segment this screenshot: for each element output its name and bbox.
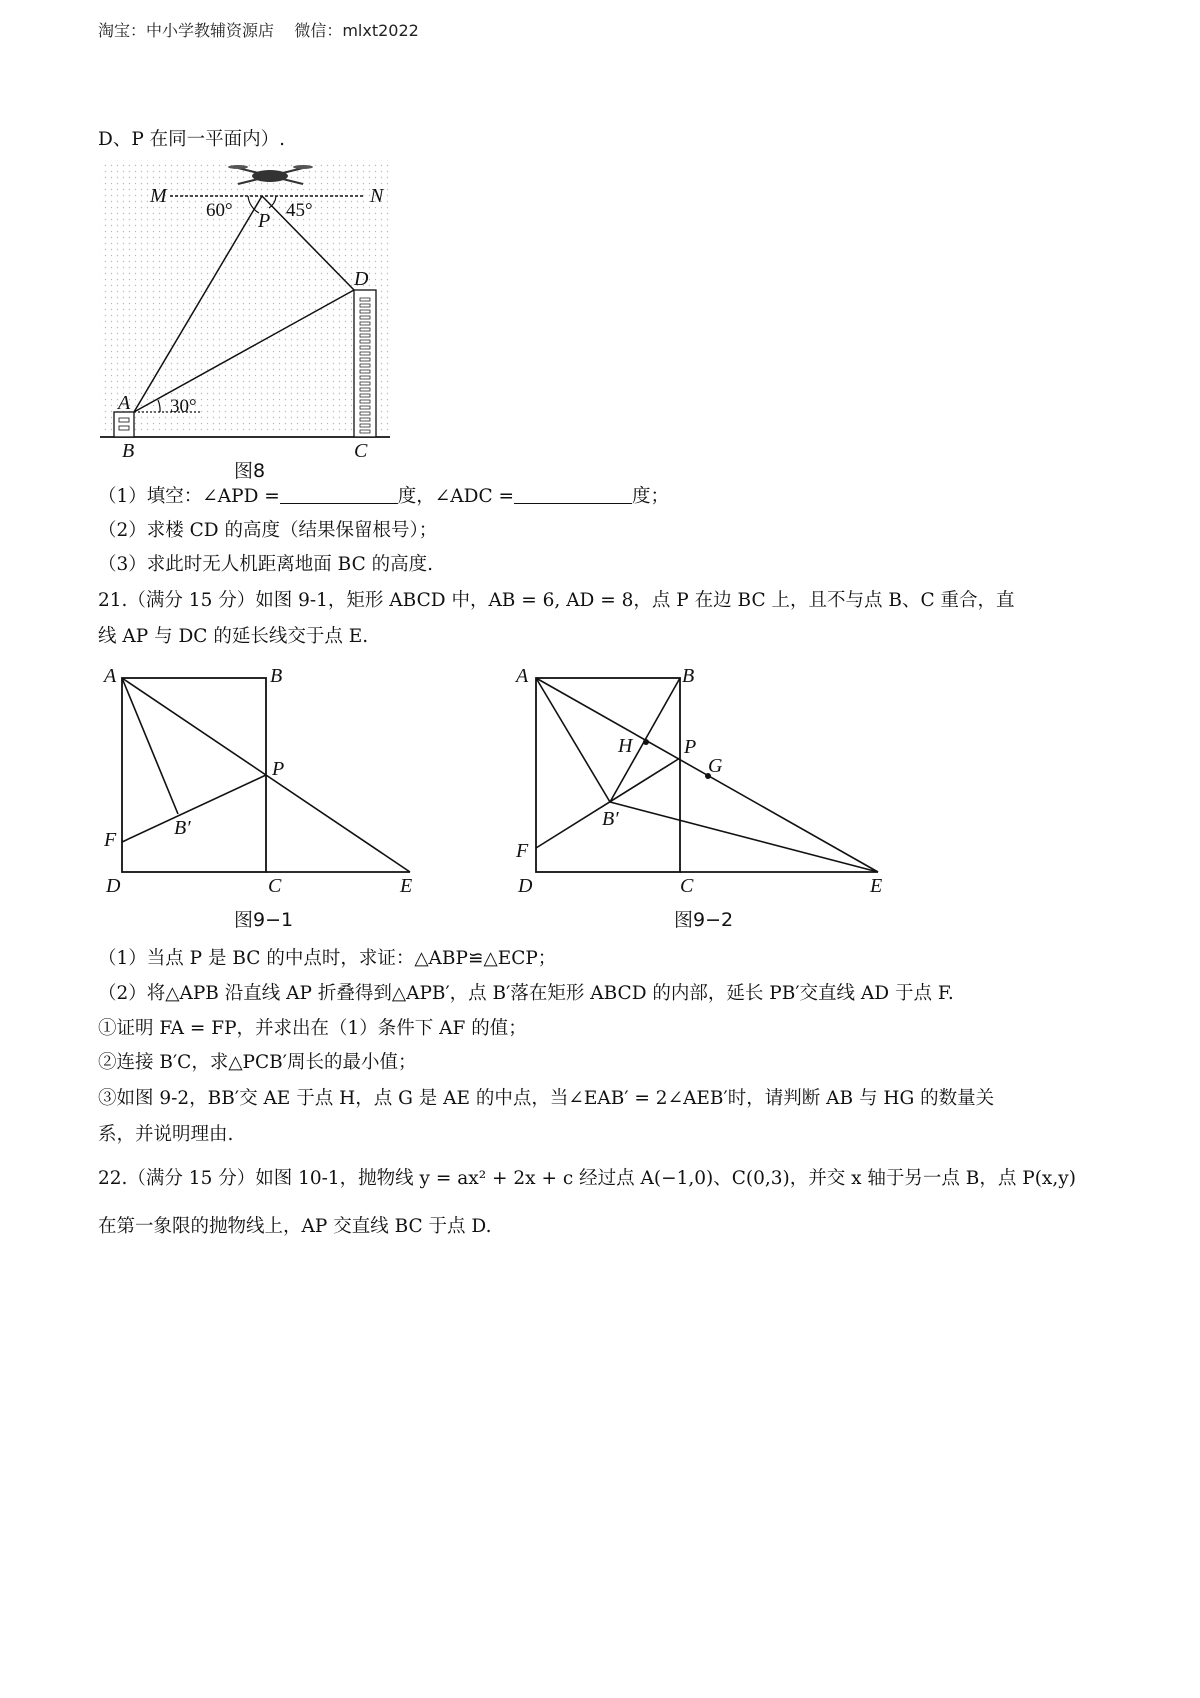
figure-9-1 — [98, 660, 428, 900]
label-b: B — [270, 665, 283, 687]
label-a: A — [104, 665, 117, 687]
label-g: G — [708, 755, 723, 777]
q21-part-2-1: ①证明 FA = FP，并求出在（1）条件下 AF 的值； — [98, 1018, 527, 1039]
q21-part-1: （1）当点 P 是 BC 的中点时，求证：△ABP≌△ECP； — [98, 948, 557, 969]
q21-stem-line-1: 21.（满分 15 分）如图 9-1，矩形 ABCD 中，AB = 6, AD = 8，点 P 在边 BC 上，且不与点 B、C 重合，直 — [98, 590, 1015, 611]
figure-9-2 — [508, 660, 908, 900]
label-d: D — [354, 268, 369, 290]
angle-60: 60° — [206, 200, 233, 221]
label-c: C — [680, 875, 694, 897]
label-h: H — [618, 735, 633, 757]
label-p: P — [684, 736, 697, 758]
figure-9-2-caption: 图9−2 — [674, 909, 734, 931]
label-d: D — [518, 875, 533, 897]
q22-line-1: 22.（满分 15 分）如图 10-1，抛物线 y = ax² + 2x + c 经过点 A(−1,0)、C(0,3)，并交 x 轴于另一点 B，点 P(x,y) — [98, 1168, 1076, 1189]
label-d: D — [106, 875, 121, 897]
label-p: P — [258, 210, 271, 232]
angle-45: 45° — [286, 200, 313, 221]
rectangle-abcd — [536, 678, 680, 872]
q21-part-2-3-cont: 系，并说明理由. — [98, 1124, 234, 1145]
label-p: P — [272, 758, 285, 780]
label-f: F — [516, 840, 529, 862]
label-b-prime: B′ — [174, 817, 191, 839]
label-n: N — [370, 185, 384, 207]
label-m: M — [150, 185, 167, 207]
figure-8 — [98, 158, 398, 458]
line-b1e — [610, 802, 878, 872]
q21-part-2-3: ③如图 9-2，BB′交 AE 于点 H，点 G 是 AE 的中点，当∠EAB′ = 2∠AEB′时，请判断 AB 与 HG 的数量关 — [98, 1088, 995, 1109]
page-header: 淘宝：中小学教辅资源店 微信：mlxt2022 — [98, 21, 419, 40]
label-b-prime: B′ — [602, 808, 619, 830]
q21-stem-line-2: 线 AP 与 DC 的延长线交于点 E. — [98, 626, 369, 647]
line-ab1 — [122, 678, 178, 814]
figure-9-1-caption: 图9−1 — [234, 909, 294, 931]
q20-part-1: （1）填空：∠APD = 度，∠ADC = 度； — [98, 486, 670, 507]
label-c: C — [354, 440, 368, 458]
label-c: C — [268, 875, 282, 897]
label-e: E — [400, 875, 413, 897]
label-f: F — [104, 829, 117, 851]
building-ab — [114, 412, 134, 437]
q20-intro-tail: D、P 在同一平面内）. — [98, 129, 286, 150]
point-h — [643, 739, 649, 745]
line-fp — [536, 758, 680, 848]
label-a: A — [118, 392, 131, 414]
angle-30: 30° — [170, 396, 197, 417]
line-fp — [122, 775, 266, 842]
line-ab1 — [536, 678, 610, 802]
answer-blank-adc[interactable] — [514, 485, 632, 504]
label-b: B — [682, 665, 695, 687]
q21-part-2: （2）将△APB 沿直线 AP 折叠得到△APB′，点 B′落在矩形 ABCD 的内部，延长 PB′交直线 AD 于点 F. — [98, 983, 954, 1004]
q21-part-2-2: ②连接 B′C，求△PCB′周长的最小值； — [98, 1052, 417, 1073]
answer-blank-apd[interactable] — [280, 485, 398, 504]
q22-line-2: 在第一象限的抛物线上，AP 交直线 BC 于点 D. — [98, 1216, 492, 1237]
label-a: A — [516, 665, 529, 687]
dotted-background — [100, 160, 390, 432]
q20-part-2: （2）求楼 CD 的高度（结果保留根号）； — [98, 520, 438, 541]
figure-8-caption: 图8 — [234, 460, 266, 482]
q20-part-3: （3）求此时无人机距离地面 BC 的高度. — [98, 554, 434, 575]
label-e: E — [870, 875, 883, 897]
rectangle-abcd — [122, 678, 266, 872]
label-b: B — [122, 440, 135, 458]
